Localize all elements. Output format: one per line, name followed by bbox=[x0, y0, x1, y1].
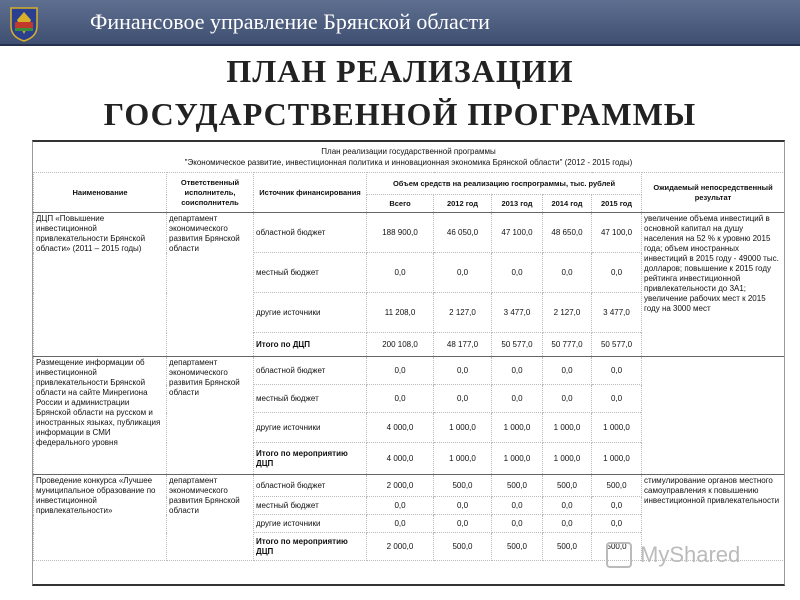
source-cell: другие источники bbox=[254, 413, 367, 443]
y2015-cell: 500,0 bbox=[592, 533, 642, 561]
table-row bbox=[34, 357, 785, 385]
table-row bbox=[34, 475, 785, 497]
y2012-cell: 2 127,0 bbox=[434, 293, 492, 333]
total-cell: 4 000,0 bbox=[367, 413, 434, 443]
result-cell: стимулирование органов местного самоуправления к повышению инвестиционной привлекательности bbox=[642, 475, 785, 561]
y2014-cell: 0,0 bbox=[543, 357, 592, 385]
source-cell: местный бюджет bbox=[254, 385, 367, 413]
source-cell: местный бюджет bbox=[254, 497, 367, 515]
caption-line2: "Экономическое развитие, инвестиционная политика и инновационная экономика Брянской области" (2012 - 2015 годы) bbox=[184, 158, 633, 167]
header-2012: 2012 год bbox=[434, 195, 492, 213]
y2014-cell: 1 000,0 bbox=[543, 413, 592, 443]
page-title-line2: ГОСУДАРСТВЕННОЙ ПРОГРАММЫ bbox=[103, 96, 697, 132]
y2013-cell: 500,0 bbox=[492, 533, 543, 561]
y2015-cell: 500,0 bbox=[592, 475, 642, 497]
header-2013: 2013 год bbox=[492, 195, 543, 213]
item-executor: департамент экономического развития Брянской области bbox=[167, 213, 254, 357]
item-executor: департамент экономического развития Брянской области bbox=[167, 357, 254, 475]
total-cell: 0,0 bbox=[367, 357, 434, 385]
header-2014: 2014 год bbox=[543, 195, 592, 213]
source-cell: другие источники bbox=[254, 293, 367, 333]
y2012-cell: 46 050,0 bbox=[434, 213, 492, 253]
total-cell: 188 900,0 bbox=[367, 213, 434, 253]
header-executor: Ответственный исполнитель, соисполнитель bbox=[167, 173, 254, 213]
y2012-cell: 1 000,0 bbox=[434, 413, 492, 443]
y2013-cell: 1 000,0 bbox=[492, 413, 543, 443]
table-row bbox=[34, 213, 785, 253]
header-source: Источник финансирования bbox=[254, 173, 367, 213]
y2014-cell: 0,0 bbox=[543, 385, 592, 413]
y2013-cell: 0,0 bbox=[492, 253, 543, 293]
total-cell: 2 000,0 bbox=[367, 533, 434, 561]
y2012-cell: 0,0 bbox=[434, 497, 492, 515]
table-caption bbox=[33, 142, 784, 172]
watermark-text: MyShared bbox=[640, 542, 741, 567]
source-cell: Итого по мероприятию ДЦП bbox=[254, 443, 367, 475]
source-cell: областной бюджет bbox=[254, 213, 367, 253]
y2012-cell: 48 177,0 bbox=[434, 333, 492, 357]
y2013-cell: 3 477,0 bbox=[492, 293, 543, 333]
total-cell: 0,0 bbox=[367, 515, 434, 533]
total-cell: 4 000,0 bbox=[367, 443, 434, 475]
total-cell: 0,0 bbox=[367, 497, 434, 515]
total-cell: 0,0 bbox=[367, 253, 434, 293]
y2015-cell: 0,0 bbox=[592, 253, 642, 293]
total-cell: 0,0 bbox=[367, 385, 434, 413]
y2013-cell: 1 000,0 bbox=[492, 443, 543, 475]
watermark-logo-icon bbox=[606, 542, 632, 568]
result-cell: увеличение объема инвестиций в основной капитал на душу населения на 52 % к уровню 2015 года; объем иностранных инвестиций в 2015 году - 49000 тыс. долларов; повышение к 2015 году рейтинга инвестиционной привлекательности до 3А1; увеличение рабочих мест к 2015 году на 3000 мест bbox=[642, 213, 785, 357]
y2015-cell: 3 477,0 bbox=[592, 293, 642, 333]
y2012-cell: 1 000,0 bbox=[434, 443, 492, 475]
y2014-cell: 0,0 bbox=[543, 515, 592, 533]
header-total: Всего bbox=[367, 195, 434, 213]
y2012-cell: 0,0 bbox=[434, 253, 492, 293]
plan-document bbox=[32, 140, 785, 586]
watermark bbox=[606, 538, 776, 574]
y2015-cell: 47 100,0 bbox=[592, 213, 642, 253]
caption-line1: План реализации государственной программы bbox=[321, 147, 496, 156]
coat-of-arms-icon bbox=[9, 4, 39, 42]
item-name: Размещение информации об инвестиционной привлекательности Брянской области на сайте Минрегиона России и администрации Брянской области на русском и иностранных языках, публикация информации в СМИ федерального уровня bbox=[34, 357, 167, 475]
y2013-cell: 500,0 bbox=[492, 475, 543, 497]
header-bar bbox=[0, 0, 800, 46]
y2012-cell: 500,0 bbox=[434, 533, 492, 561]
header-2015: 2015 год bbox=[592, 195, 642, 213]
y2012-cell: 0,0 bbox=[434, 515, 492, 533]
y2015-cell: 1 000,0 bbox=[592, 443, 642, 475]
y2015-cell: 0,0 bbox=[592, 515, 642, 533]
y2013-cell: 0,0 bbox=[492, 515, 543, 533]
y2015-cell: 0,0 bbox=[592, 497, 642, 515]
y2014-cell: 2 127,0 bbox=[543, 293, 592, 333]
item-name: Проведение конкурса «Лучшее муниципальное образование по инвестиционной привлекательности» bbox=[34, 475, 167, 561]
program-table bbox=[33, 172, 785, 561]
header-result: Ожидаемый непосредственный результат bbox=[642, 173, 785, 213]
y2014-cell: 0,0 bbox=[543, 253, 592, 293]
source-cell: областной бюджет bbox=[254, 357, 367, 385]
source-cell: другие источники bbox=[254, 515, 367, 533]
total-cell: 200 108,0 bbox=[367, 333, 434, 357]
y2015-cell: 1 000,0 bbox=[592, 413, 642, 443]
total-cell: 11 208,0 bbox=[367, 293, 434, 333]
result-cell bbox=[642, 357, 785, 475]
item-executor: департамент экономического развития Брянской области bbox=[167, 475, 254, 561]
source-cell: областной бюджет bbox=[254, 475, 367, 497]
page-title-line1: ПЛАН РЕАЛИЗАЦИИ bbox=[226, 53, 574, 89]
y2012-cell: 500,0 bbox=[434, 475, 492, 497]
header-name: Наименование bbox=[34, 173, 167, 213]
y2014-cell: 50 777,0 bbox=[543, 333, 592, 357]
header-volume: Объем средств на реализацию госпрограммы, тыс. рублей bbox=[367, 173, 642, 195]
y2012-cell: 0,0 bbox=[434, 357, 492, 385]
y2014-cell: 500,0 bbox=[543, 475, 592, 497]
y2012-cell: 0,0 bbox=[434, 385, 492, 413]
item-name: ДЦП «Повышение инвестиционной привлекательности Брянской области» (2011 – 2015 годы) bbox=[34, 213, 167, 357]
y2013-cell: 0,0 bbox=[492, 385, 543, 413]
y2014-cell: 0,0 bbox=[543, 497, 592, 515]
y2014-cell: 500,0 bbox=[543, 533, 592, 561]
y2014-cell: 48 650,0 bbox=[543, 213, 592, 253]
source-cell: Итого по ДЦП bbox=[254, 333, 367, 357]
y2014-cell: 1 000,0 bbox=[543, 443, 592, 475]
y2013-cell: 0,0 bbox=[492, 357, 543, 385]
y2013-cell: 50 577,0 bbox=[492, 333, 543, 357]
y2013-cell: 0,0 bbox=[492, 497, 543, 515]
y2013-cell: 47 100,0 bbox=[492, 213, 543, 253]
y2015-cell: 0,0 bbox=[592, 385, 642, 413]
organization-name: Финансовое управление Брянской области bbox=[90, 9, 490, 34]
y2015-cell: 50 577,0 bbox=[592, 333, 642, 357]
source-cell: местный бюджет bbox=[254, 253, 367, 293]
y2015-cell: 0,0 bbox=[592, 357, 642, 385]
total-cell: 2 000,0 bbox=[367, 475, 434, 497]
source-cell: Итого по мероприятию ДЦП bbox=[254, 533, 367, 561]
